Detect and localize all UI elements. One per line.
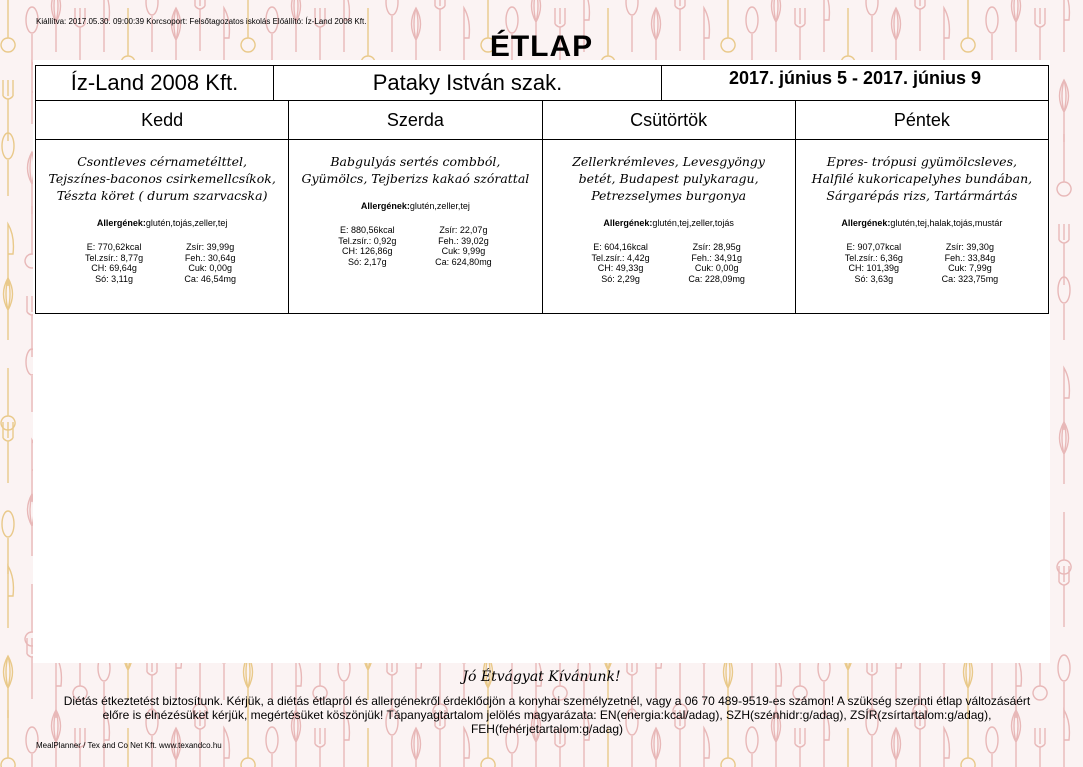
day-header-szerda: Szerda (289, 101, 542, 140)
nutrition-fat: Zsír: 39,30g (945, 242, 994, 252)
fork-icon (1059, 224, 1069, 285)
nutrition-protein: Feh.: 34,91g (691, 252, 742, 263)
day-header-kedd: Kedd (36, 101, 289, 140)
nutrition-energy: E: 604,16kcal (593, 242, 648, 252)
day-menu-cell (542, 140, 795, 314)
school-name: Pataky István szak. (274, 66, 662, 100)
fork-icon (3, 422, 13, 483)
ladle-icon (1057, 512, 1071, 574)
nutrition-protein: Feh.: 33,84g (944, 252, 996, 263)
nutrition-facts (796, 242, 1048, 284)
whisk-icon (1060, 80, 1069, 142)
allergen-label: Allergének: (841, 218, 891, 228)
whisk-icon (4, 278, 13, 340)
day-header-csutortok: Csütörtök (542, 101, 795, 140)
day-menu-cell (289, 140, 542, 314)
nutrition-sugar: Cuk: 0,00g (188, 263, 232, 273)
nutrition-sugar: Cuk: 0,00g (694, 263, 739, 273)
nutrition-fat: Zsír: 39,99g (186, 242, 235, 252)
nutrition-saturated-fat: Tel.zsír.: 8,77g (85, 252, 144, 263)
ladle-icon (1, 368, 15, 430)
nutrition-energy: E: 770,62kcal (86, 242, 142, 252)
nutrition-facts (543, 242, 795, 284)
nutrition-calcium: Ca: 624,80mg (435, 256, 492, 267)
print-info-line: Kiállítva: 2017.05.30. 09:00:39 Korcsoport: Felsőtagozatos iskolás Előállító: Íz-Land 2008 Kft. (36, 17, 367, 26)
day-header-pentek: Péntek (795, 101, 1048, 140)
footer-dietary-note: Diétás étkeztetést biztosítunk. Kérjük, a diétás étlapról és allergénekről érdeklődjön a konyhai személyzetnél, vagy a 06 70 489-9519-es számon! A szükség szerinti étlap változásáért előre is elnézésüket kérjük, megértésüket köszönjük! Tápanyagtartalom jelölés magyarázata: EN(energia:kcal/adag), SZH(szénhidr:g/adag), ZSÍR(zsírtartalom:g/adag), FEH(fehérjetartalom:g/adag) (63, 694, 1031, 736)
allergen-list: glutén,tojás,zeller,tej (145, 218, 228, 228)
allergen-label: Allergének: (360, 201, 410, 211)
nutrition-facts (289, 225, 541, 267)
nutrition-calcium: Ca: 46,54mg (184, 273, 236, 284)
nutrition-sugar: Cuk: 9,99g (441, 246, 486, 256)
nutrition-salt: Só: 3,63g (854, 273, 894, 284)
nutrition-saturated-fat: Tel.zsír.: 6,36g (844, 252, 903, 263)
nutrition-energy: E: 907,07kcal (846, 242, 902, 252)
nutrition-calcium: Ca: 228,09mg (688, 273, 745, 284)
allergen-line (796, 218, 1048, 228)
nutrition-fat: Zsír: 28,95g (692, 242, 741, 252)
spoon-icon (1058, 277, 1070, 340)
nutrition-saturated-fat: Tel.zsír.: 4,42g (591, 252, 650, 263)
allergen-line (36, 218, 288, 228)
dish-description: Zellerkrémleves, Levesgyöngy betét, Budapest pulykaragu, Petrezselymes burgonya (572, 154, 765, 203)
dish-description: Babgulyás sertés combból, Gyümölcs, Tejberizs kakaó szórattal (301, 154, 530, 186)
allergen-list: glutén,zeller,tej (409, 201, 470, 211)
nutrition-facts (36, 242, 288, 284)
weekly-menu-table (35, 101, 1049, 314)
nutrition-salt: Só: 2,17g (348, 256, 387, 267)
nutrition-carbs: CH: 69,64g (91, 263, 137, 273)
allergen-list: glutén,tej,zeller,tojás (652, 218, 734, 228)
day-menu-cell (795, 140, 1048, 314)
nutrition-protein: Feh.: 39,02g (438, 235, 489, 246)
dish-description: Epres- trópusi gyümölcsleves, Halfilé kukoricapelyhes bundában, Sárgarépás rizs, Tartármártás (811, 154, 1033, 203)
fork-icon (3, 80, 13, 141)
page-title: ÉTLAP (489, 30, 594, 63)
nutrition-saturated-fat: Tel.zsír.: 0,92g (338, 235, 397, 246)
allergen-label: Allergének: (603, 218, 653, 228)
nutrition-carbs: CH: 126,86g (342, 246, 393, 256)
nutrition-fat: Zsír: 22,07g (439, 225, 488, 235)
footer-credit: MealPlanner / Tex and Co Net Kft. www.texandco.hu (36, 741, 222, 750)
nutrition-carbs: CH: 49,33g (597, 263, 644, 273)
knife-icon (1064, 710, 1069, 767)
allergen-list: glutén,tej,halak,tojás,mustár (890, 218, 1003, 228)
knife-icon (8, 224, 13, 286)
day-menu-cell (36, 140, 289, 314)
dish-description: Csontleves cérnametélttel, Tejszínes-baconos csirkemellcsíkok, Tészta köret ( durum szarvacska) (48, 154, 276, 203)
knife-icon (8, 566, 13, 628)
spoon-icon (2, 511, 14, 574)
nutrition-salt: Só: 3,11g (95, 273, 133, 284)
allergen-line (543, 218, 795, 228)
date-range: 2017. június 5 - 2017. június 9 (728, 68, 982, 88)
whisk-icon (1060, 422, 1069, 484)
menu-header (35, 65, 1049, 101)
spoon-icon (2, 133, 14, 196)
nutrition-sugar: Cuk: 7,99g (948, 263, 992, 273)
nutrition-salt: Só: 2,29g (601, 273, 640, 284)
allergen-label: Allergének: (96, 218, 146, 228)
knife-icon (1064, 368, 1069, 430)
nutrition-carbs: CH: 101,39g (848, 263, 900, 273)
fork-icon (1059, 566, 1069, 627)
ladle-icon (1057, 134, 1071, 196)
company-name: Íz-Land 2008 Kft. (36, 66, 274, 100)
ladle-icon (1, 710, 15, 767)
nutrition-protein: Feh.: 30,64g (184, 252, 236, 263)
spoon-icon (1058, 655, 1070, 718)
footer-wish: Jó Étvágyat Kívánunk! (462, 669, 621, 685)
nutrition-calcium: Ca: 323,75mg (941, 273, 999, 284)
allergen-line (289, 201, 541, 211)
nutrition-energy: E: 880,56kcal (340, 225, 395, 235)
whisk-icon (4, 656, 13, 718)
